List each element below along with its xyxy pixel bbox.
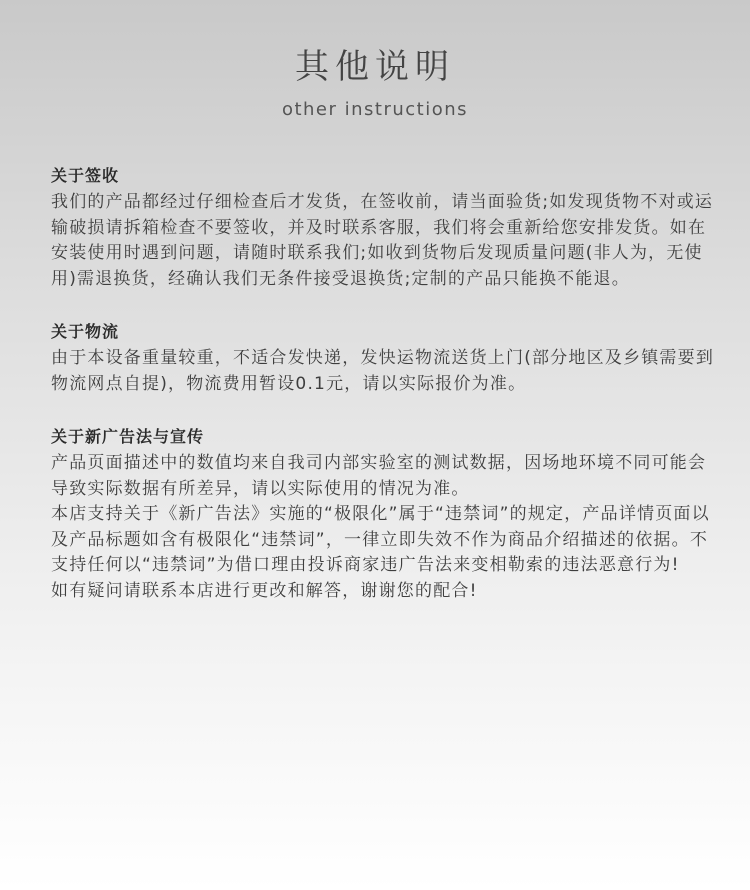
section-title: 关于物流 <box>51 322 120 341</box>
section-paragraph: 由于本设备重量较重，不适合发快递，发快运物流送货上门(部分地区及乡镇需要到物流网点自提)，物流费用暂设0.1元，请以实际报价为准。 <box>51 348 715 394</box>
section-title: 关于新广告法与宣传 <box>51 427 205 446</box>
section-logistics <box>51 318 723 397</box>
section-paragraph: 产品页面描述中的数值均来自我司内部实验室的测试数据，因场地环境不同可能会导致实际数据有所差异，请以实际使用的情况为准。 <box>51 453 707 499</box>
page-subtitle: other instructions <box>281 99 469 120</box>
section-paragraph: 如有疑问请联系本店进行更改和解答，谢谢您的配合! <box>51 580 478 601</box>
page-header <box>0 44 750 122</box>
instructions-content <box>51 162 723 630</box>
section-paragraph: 我们的产品都经过仔细检查后才发货，在签收前，请当面验货;如发现货物不对或运输破损请拆箱检查不要签收，并及时联系客服，我们将会重新给您安排发货。如在安装使用时遇到问题，请随时联系我们;如收到货物后发现质量问题(非人为，无使用)需退换货，经确认我们无条件接受退换货;定制的产品只能换不能退。 <box>51 192 714 289</box>
section-signing <box>51 162 723 292</box>
section-advertising-law <box>51 423 723 604</box>
section-paragraph: 本店支持关于《新广告法》实施的“极限化”属于“违禁词”的规定，产品详情页面以及产品标题如含有极限化“违禁词”，一律立即失效不作为商品介绍描述的依据。不支持任何以“违禁词”为借口理由投诉商家违广告法来变相勒索的违法恶意行为! <box>51 504 710 575</box>
section-title: 关于签收 <box>51 166 120 185</box>
page-title: 其他说明 <box>295 47 455 87</box>
